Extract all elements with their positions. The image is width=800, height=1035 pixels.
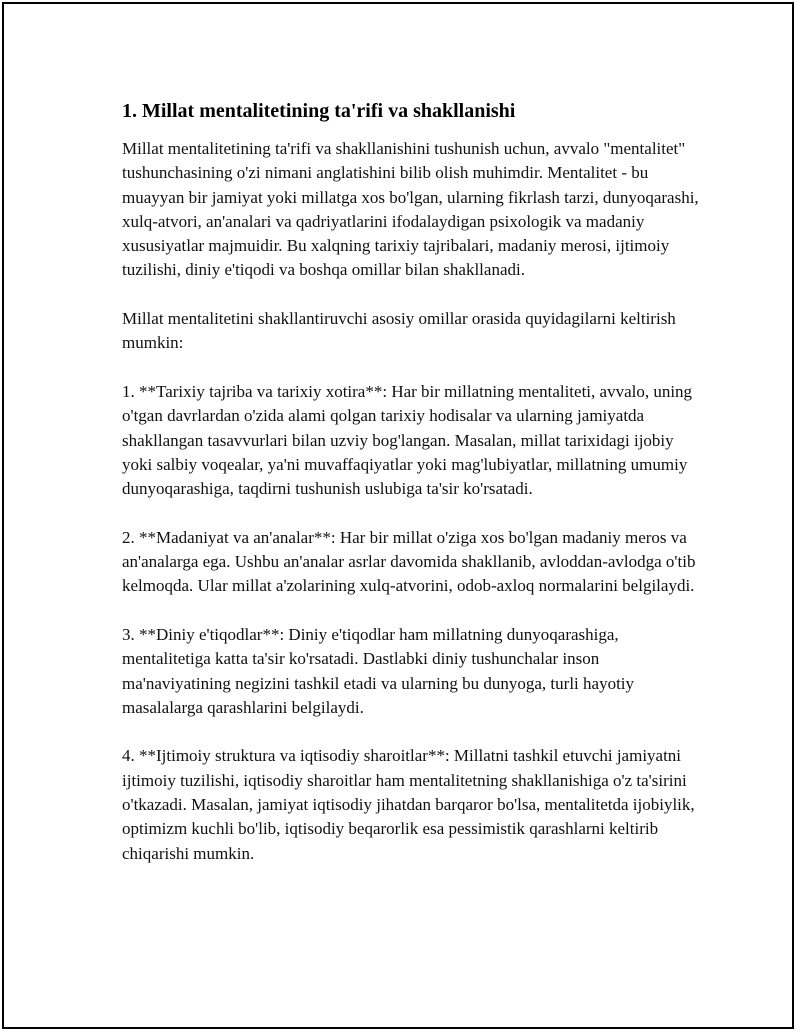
paragraph-item-social-economic: 4. **Ijtimoiy struktura va iqtisodiy sharoitlar**: Millatni tashkil etuvchi jamiyatni ijtimoiy tuzilishi, iqtisodiy sharoitlar ham mentalitetning shakllanishiga o'z ta'sirini o'tkazadi. Masalan, jamiyat iqtisodiy jihatdan barqaror bo'lsa, mentalitetda ijobiylik, optimizm kuchli bo'lib, iqtisodiy beqarorlik esa pessimistik qarashlarni keltirib chiqarishi mumkin. xyxy=(122,746,695,863)
document-body xyxy=(119,97,699,866)
paragraph-factors-lead: Millat mentalitetini shakllantiruvchi asosiy omillar orasida quyidagilarni keltirish mumkin: xyxy=(122,309,676,353)
paragraph-item-religion: 3. **Diniy e'tiqodlar**: Diniy e'tiqodlar ham millatning dunyoqarashiga, mentalitetiga katta ta'sir ko'rsatadi. Dastlabki diniy tushunchalar inson ma'naviyatining negizini tashkil etadi va ularning bu dunyoga, turli hayotiy masalalarga qarashlarini belgilaydi. xyxy=(122,624,635,717)
paragraph-intro: Millat mentalitetining ta'rifi va shakllanishini tushunish uchun, avvalo "mentalitet" tushunchasining o'zi nimani anglatishini bilib olish muhimdir. Mentalitet - bu muayyan bir jamiyat yoki millatga xos bo'lgan, ularning fikrlash tarzi, dunyoqarashi, xulq-atvori, an'analari va qadriyatlarini ifodalaydigan psixologik va madaniy xususiyatlar majmuidir. Bu xalqning tarixiy tajribalari, madaniy merosi, ijtimoiy tuzilishi, diniy e'tiqodi va boshqa omillar bilan shakllanadi. xyxy=(122,139,699,280)
paragraph-item-history: 1. **Tarixiy tajriba va tarixiy xotira**: Har bir millatning mentaliteti, avvalo, uning o'tgan davrlardan o'zida alami qolgan tarixiy hodisalar va ularning jamiyatda shakllangan tasavvurlari bilan uzviy bog'langan. Masalan, millat tarixidagi ijobiy yoki salbiy voqealar, ya'ni muvaffaqiyatlar yoki mag'lubiyatlar, millatning umumiy dunyoqarashiga, taqdirni tushunish uslubiga ta'sir ko'rsatadi. xyxy=(122,381,693,499)
section-heading: 1. Millat mentalitetining ta'rifi va shakllanishi xyxy=(122,100,516,122)
page-frame xyxy=(2,2,794,1029)
paragraph-item-culture: 2. **Madaniyat va an'analar**: Har bir millat o'ziga xos bo'lgan madaniy meros va an'analarga ega. Ushbu an'analar asrlar davomida shakllanib, avloddan-avlodga o'tib kelmoqda. Ular millat a'zolarining xulq-atvorini, odob-axloq normalarini belgilaydi. xyxy=(122,527,696,596)
